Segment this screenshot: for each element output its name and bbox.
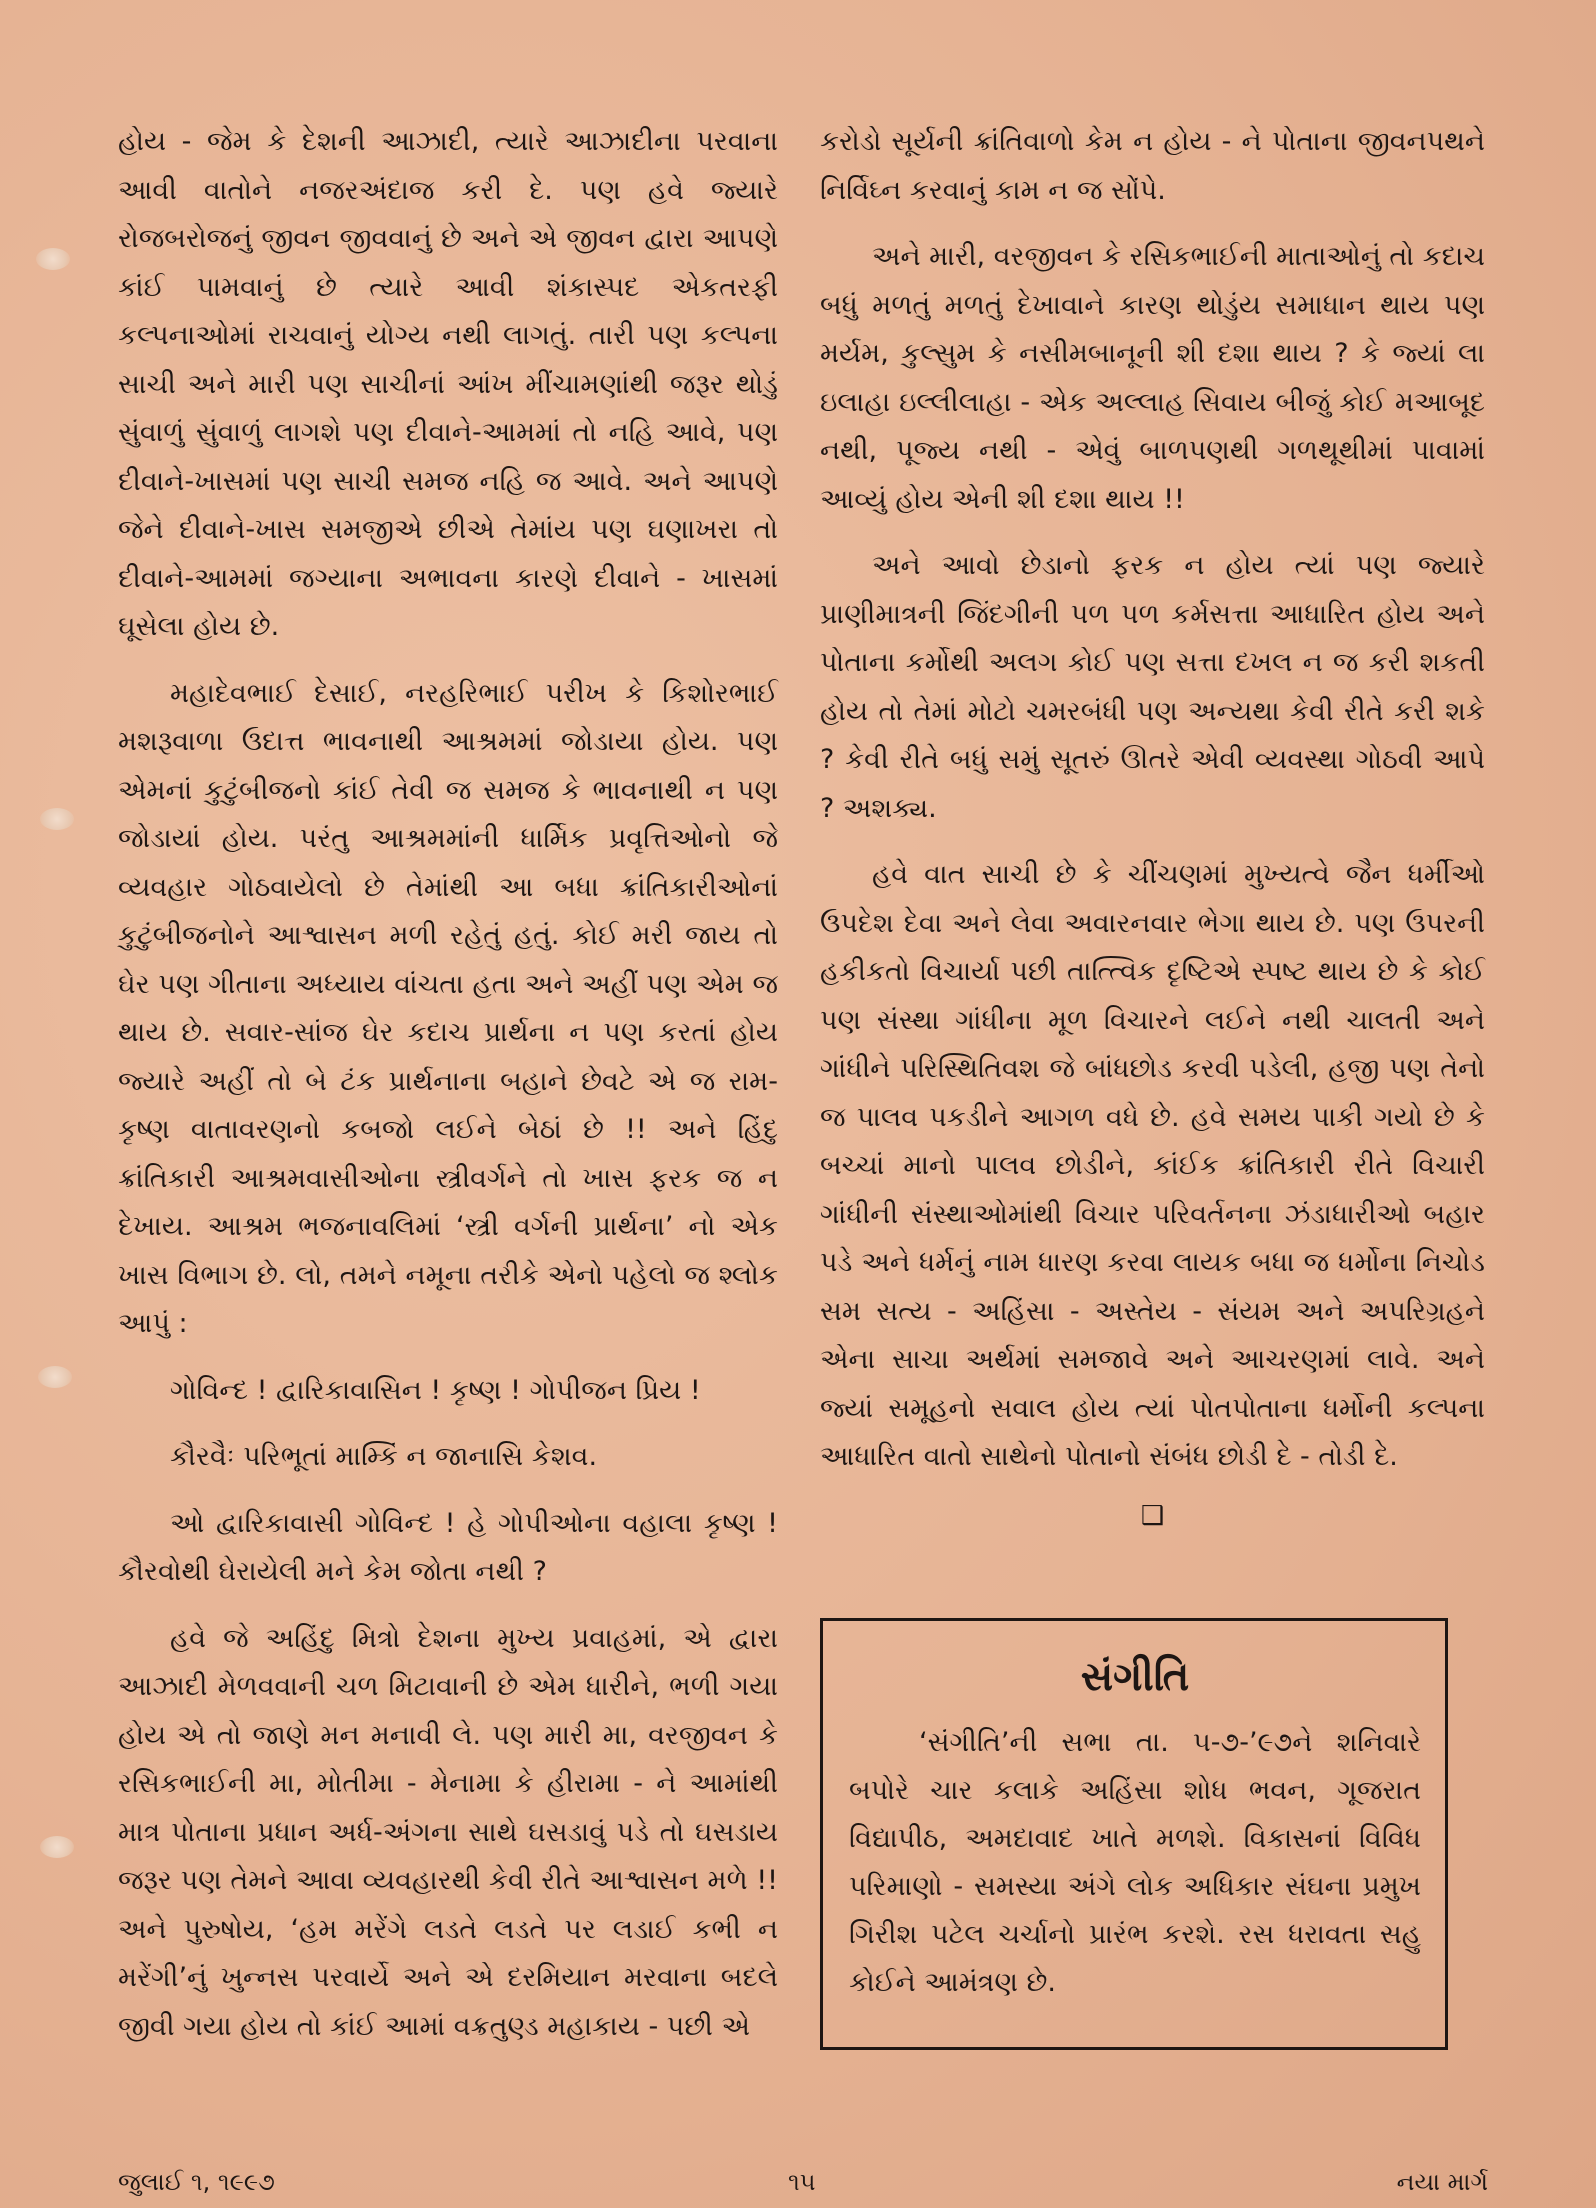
staple-hole-mark: [40, 808, 74, 830]
right-column: [820, 118, 1485, 1536]
paragraph: કરોડો સૂર્યની ક્રાંતિવાળો કેમ ન હોય - ને પોતાના જીવનપથને નિર્વિઘ્ન કરવાનું કામ ન જ સોંપે.: [820, 126, 1485, 206]
staple-hole-mark: [38, 1366, 72, 1388]
notice-box: [820, 1618, 1448, 2050]
notice-text: ‘સંગીતિ’ની સભા તા. ૫-૭-’૯૭ને શનિવારે બપોરે ચાર કલાકે અહિંસા શોધ ભવન, ગૂજરાત વિદ્યાપીઠ, અમદાવાદ ખાતે મળશે. વિકાસનાં વિવિધ પરિમાણો - સમસ્યા અંગે લોક અધિકાર સંઘના પ્રમુખ ગિરીશ પટેલ ચર્ચાનો પ્રારંભ કરશે. રસ ધરાવતા સહુ કોઈને આમંત્રણ છે.: [849, 1727, 1421, 1998]
left-column: [118, 118, 778, 2069]
footer-date: જુલાઈ ૧, ૧૯૯૭: [118, 2168, 275, 2196]
staple-hole-mark: [36, 248, 70, 270]
page-number: ૧૫: [788, 2168, 816, 2196]
paragraph: હોય - જેમ કે દેશની આઝાદી, ત્યારે આઝાદીના પરવાના આવી વાતોને નજરઅંદાજ કરી દે. પણ હવે જ્યારે રોજબરોજનું જીવન જીવવાનું છે અને એ જીવન દ્વારા આપણે કાંઈ પામવાનું છે ત્યારે આવી શંકાસ્પદ એકતરફી કલ્પનાઓમાં રાચવાનું યોગ્ય નથી લાગતું. તારી પણ કલ્પના સાચી અને મારી પણ સાચીનાં આંખ મીંચામણાંથી જરૂર થોડું સુંવાળું સુંવાળું લાગશે પણ દીવાને-આમમાં તો નહિ આવે, પણ દીવાને-ખાસમાં પણ સાચી સમજ નહિ જ આવે. અને આપણે જેને દીવાને-ખાસ સમજીએ છીએ તેમાંય પણ ઘણાખરા તો દીવાને-આમમાં જગ્યાના અભાવના કારણે દીવાને - ખાસમાં ઘૂસેલા હોય છે.: [118, 126, 778, 642]
paragraph: અને આવો છેડાનો ફરક ન હોય ત્યાં પણ જ્યારે પ્રાણીમાત્રની જિંદગીની પળ પળ કર્મસત્તા આધારિત હોય અને પોતાના કર્મોથી અલગ કોઈ પણ સત્તા દખલ ન જ કરી શકતી હોય તો તેમાં મોટો ચમરબંધી પણ અન્યથા કેવી રીતે કરી શકે ? કેવી રીતે બધું સમું સૂતરું ઊતરે એવી વ્યવસ્થા ગોઠવી આપે ? અશક્ય.: [820, 550, 1485, 824]
verse-line: કૌરવૈઃ પરિભૂતાં મામ્કિં ન જાનાસિ કેશવ.: [170, 1441, 598, 1472]
notice-title: સંગીતિ: [1080, 1654, 1190, 1700]
article-end-mark: ❑: [1140, 1500, 1165, 1531]
journal-name: નયા માર્ગ: [1396, 2168, 1488, 2196]
paragraph: અને મારી, વરજીવન કે રસિકભાઈની માતાઓનું તો કદાચ બધું મળતું મળતું દેખાવાને કારણ થોડુંય સમાધાન થાય પણ મર્યમ, કુલ્સુમ કે નસીમબાનૂની શી દશા થાય ? કે જ્યાં લા ઇલાહા ઇલ્લીલાહા - એક અલ્લાહ સિવાય બીજું કોઈ મઆબૂદ નથી, પૂજ્ય નથી - એવું બાળપણથી ગળથૂથીમાં પાવામાં આવ્યું હોય એની શી દશા થાય !!: [820, 241, 1485, 515]
verse-translation: ઓ દ્વારિકાવાસી ગોવિન્દ ! હે ગોપીઓના વહાલા કૃષ્ણ ! કૌરવોથી ઘેરાયેલી મને કેમ જોતા નથી ?: [118, 1507, 778, 1587]
paragraph: હવે વાત સાચી છે કે ચીંચણમાં મુખ્યત્વે જૈન ધર્મીઓ ઉપદેશ દેવા અને લેવા અવારનવાર ભેગા થાય છે. પણ ઉપરની હકીકતો વિચાર્યા પછી તાત્ત્વિક દૃષ્ટિએ સ્પષ્ટ થાય છે કે કોઈ પણ સંસ્થા ગાંધીના મૂળ વિચારને લઈને નથી ચાલતી અને ગાંધીને પરિસ્થિતિવશ જે બાંધછોડ કરવી પડેલી, હજી પણ તેનો જ પાલવ પકડીને આગળ વધે છે. હવે સમય પાકી ગયો છે કે બચ્ચાં માનો પાલવ છોડીને, કાંઈક ક્રાંતિકારી રીતે વિચારી ગાંધીની સંસ્થાઓમાંથી વિચાર પરિવર્તનના ઝંડાધારીઓ બહાર પડે અને ધર્મનું નામ ધારણ કરવા લાયક બધા જ ધર્મોના નિચોડ સમ સત્ય - અહિંસા - અસ્તેય - સંયમ અને અપરિગ્રહને એના સાચા અર્થમાં સમજાવે અને આચરણમાં લાવે. અને જ્યાં સમૂહનો સવાલ હોય ત્યાં પોતપોતાના ધર્મોની કલ્પના આધારિત વાતો સાથેનો પોતાનો સંબંધ છોડી દે - તોડી દે.: [820, 859, 1485, 1472]
paragraph: હવે જે અહિંદુ મિત્રો દેશના મુખ્ય પ્રવાહમાં, એ દ્વારા આઝાદી મેળવવાની ચળ મિટાવાની છે એમ ધારીને, ભળી ગયા હોય એ તો જાણે મન મનાવી લે. પણ મારી મા, વરજીવન કે રસિકભાઈની મા, મોતીમા - મેનામા કે હીરામા - ને આમાંથી માત્ર પોતાના પ્રધાન અર્ધ-અંગના સાથે ઘસડાવું પડે તો ઘસડાય જરૂર પણ તેમને આવા વ્યવહારથી કેવી રીતે આશ્વાસન મળે !! અને પુરુષોય, ‘હમ મરેંગે લડતે લડતે પર લડાઈ કભી ન મરેંગી’નું ખુન્નસ પરવાર્યે અને એ દરમિયાન મરવાના બદલે જીવી ગયા હોય તો કાંઈ આમાં વક્રતુણ્ડ મહાકાય - પછી એ: [118, 1622, 778, 2042]
page-footer: [118, 2168, 1488, 2202]
staple-hole-mark: [40, 1836, 74, 1858]
verse-line: ગોવિન્દ ! દ્વારિકાવાસિન ! કૃષ્ણ ! ગોપીજન પ્રિય !: [170, 1374, 701, 1406]
paragraph: મહાદેવભાઈ દેસાઈ, નરહરિભાઈ પરીખ કે કિશોરભાઈ મશરૂવાળા ઉદાત્ત ભાવનાથી આશ્રમમાં જોડાયા હોય. પણ એમનાં કુટુંબીજનો કાંઈ તેવી જ સમજ કે ભાવનાથી ન પણ જોડાયાં હોય. પરંતુ આશ્રમમાંની ધાર્મિક પ્રવૃત્તિઓનો જે વ્યવહાર ગોઠવાયેલો છે તેમાંથી આ બધા ક્રાંતિકારીઓનાં કુટુંબીજનોને આશ્વાસન મળી રહેતું હતું. કોઈ મરી જાય તો ઘેર પણ ગીતાના અધ્યાય વાંચતા હતા અને અહીં પણ એમ જ થાય છે. સવાર-સાંજ ઘેર કદાચ પ્રાર્થના ન પણ કરતાં હોય જ્યારે અહીં તો બે ટંક પ્રાર્થનાના બહાને છેવટે એ જ રામ-કૃષ્ણ વાતાવરણનો કબજો લઈને બેઠાં છે !! અને હિંદુ ક્રાંતિકારી આશ્રમવાસીઓના સ્ત્રીવર્ગને તો ખાસ ફરક જ ન દેખાય. આશ્રમ ભજનાવલિમાં ‘સ્ત્રી વર્ગની પ્રાર્થના’ નો એક ખાસ વિભાગ છે. લો, તમને નમૂના તરીકે એનો પહેલો જ શ્લોક આપું :: [118, 677, 778, 1339]
